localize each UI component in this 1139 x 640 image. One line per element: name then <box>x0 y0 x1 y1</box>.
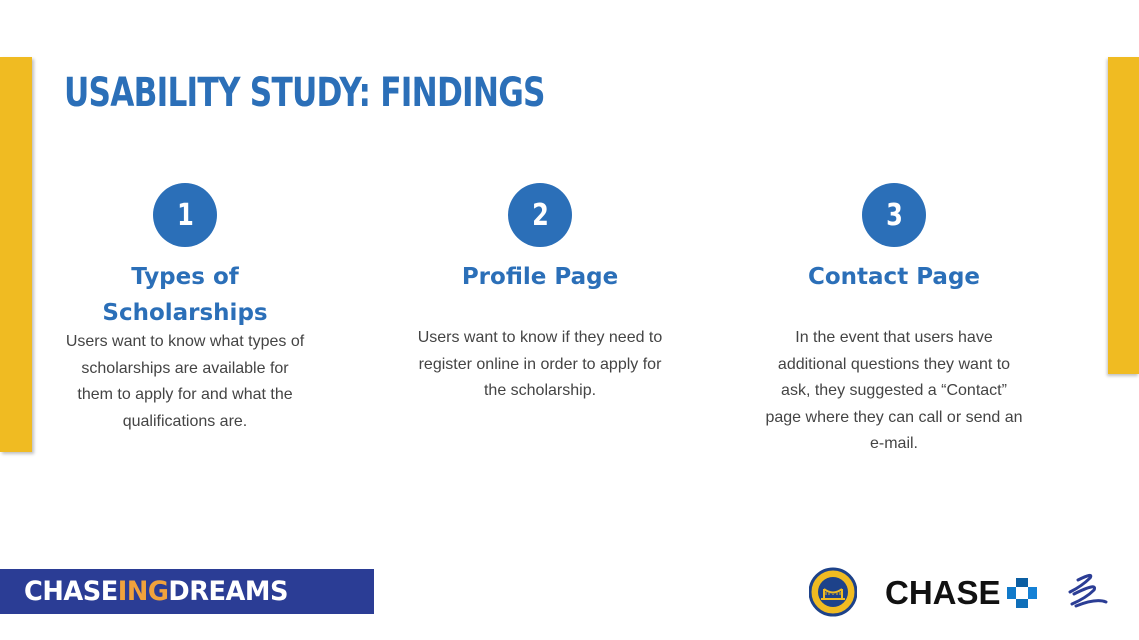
chase-logo <box>885 574 1037 612</box>
finding-body-2: Users want to know if they need to register online in order to apply for the scholarship. <box>417 329 663 399</box>
warriors-logo-icon <box>809 565 857 619</box>
left-accent-bar <box>0 57 32 452</box>
finding-column-2 <box>390 183 690 405</box>
banner-text-part-1: CHASE <box>24 576 118 607</box>
number-badge-1-text: 1 <box>176 197 194 233</box>
right-accent-bar <box>1108 57 1139 374</box>
swoosh-logo-icon <box>1064 568 1110 614</box>
finding-heading-1: Types of Scholarships <box>102 264 268 326</box>
number-badge-1 <box>153 183 217 247</box>
finding-column-3 <box>744 183 1044 458</box>
chase-octagon-icon <box>1007 578 1037 608</box>
banner-text-part-3: DREAMS <box>168 576 288 607</box>
banner-text-part-2: ING <box>117 576 169 607</box>
banner-logo-text <box>24 576 288 607</box>
number-badge-2 <box>508 183 572 247</box>
finding-heading-2: Profile Page <box>461 264 619 290</box>
finding-body-3: In the event that users have additional questions they want to ask, they suggested a “Contact” page where they can call or send an e-mail. <box>765 329 1023 452</box>
number-badge-3-text: 3 <box>885 197 903 233</box>
finding-heading-3: Contact Page <box>807 264 981 290</box>
chase-wordmark: CHASE <box>885 574 1001 611</box>
number-badge-2-text: 2 <box>531 197 549 233</box>
finding-column-1 <box>35 183 335 435</box>
finding-body-1: Users want to know what types of scholarships are available for them to apply for and what the qualifications are. <box>65 333 305 430</box>
number-badge-3 <box>862 183 926 247</box>
chasing-dreams-banner <box>0 569 374 614</box>
slide-title: USABILITY STUDY: FINDINGS <box>64 70 545 116</box>
